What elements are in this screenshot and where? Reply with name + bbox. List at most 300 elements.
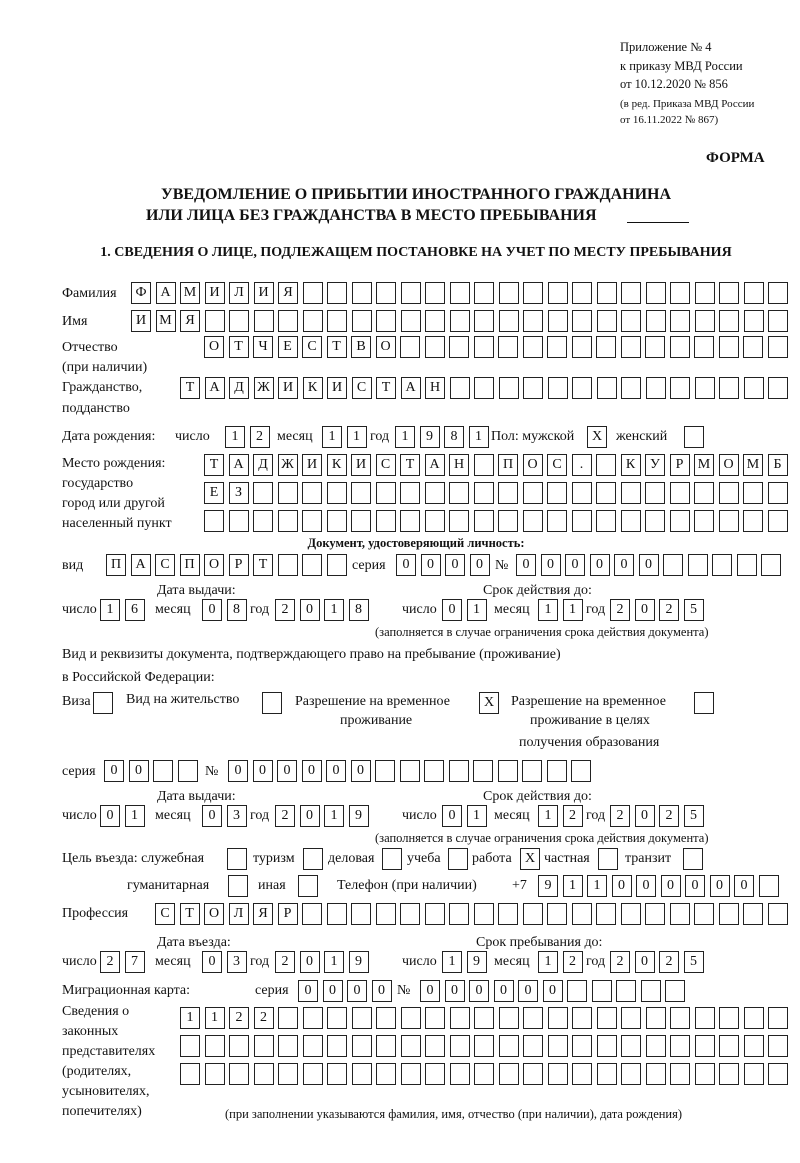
private-checkbox[interactable] xyxy=(598,848,623,870)
surname-input[interactable] xyxy=(131,282,793,304)
char-cell[interactable] xyxy=(719,310,739,332)
char-cell[interactable] xyxy=(425,903,445,925)
char-cell[interactable]: А xyxy=(205,377,225,399)
char-cell[interactable]: М xyxy=(694,454,714,476)
char-cell[interactable]: 1 xyxy=(322,426,342,448)
char-cell[interactable] xyxy=(376,903,396,925)
migration-number-input[interactable] xyxy=(420,980,690,1002)
char-cell[interactable]: 2 xyxy=(659,599,679,621)
char-cell[interactable] xyxy=(567,980,587,1002)
other-checkbox[interactable] xyxy=(298,875,323,897)
char-cell[interactable] xyxy=(474,377,494,399)
char-cell[interactable] xyxy=(695,1035,715,1057)
year-input[interactable] xyxy=(275,599,373,621)
char-cell[interactable] xyxy=(254,310,274,332)
birthplace-input[interactable] xyxy=(204,510,792,532)
char-cell[interactable] xyxy=(646,1007,666,1029)
representatives-input[interactable] xyxy=(180,1035,793,1057)
year-input[interactable] xyxy=(275,951,373,973)
stay-number-input[interactable] xyxy=(228,760,596,782)
char-cell[interactable] xyxy=(376,1007,396,1029)
char-cell[interactable] xyxy=(278,1035,298,1057)
char-cell[interactable] xyxy=(684,426,704,448)
birth-day-input[interactable] xyxy=(225,426,274,448)
char-cell[interactable]: Я xyxy=(253,903,273,925)
char-cell[interactable]: 2 xyxy=(610,599,630,621)
char-cell[interactable]: 0 xyxy=(469,980,489,1002)
char-cell[interactable] xyxy=(688,554,708,576)
month-input[interactable] xyxy=(538,599,587,621)
transit-checkbox[interactable] xyxy=(683,848,708,870)
char-cell[interactable]: 1 xyxy=(324,599,344,621)
char-cell[interactable]: Л xyxy=(229,903,249,925)
char-cell[interactable] xyxy=(572,1035,592,1057)
char-cell[interactable] xyxy=(670,336,690,358)
char-cell[interactable]: П xyxy=(106,554,126,576)
char-cell[interactable]: 1 xyxy=(587,875,607,897)
char-cell[interactable]: 1 xyxy=(347,426,367,448)
char-cell[interactable]: 0 xyxy=(253,760,273,782)
birthplace-input[interactable] xyxy=(204,454,792,476)
char-cell[interactable] xyxy=(351,482,371,504)
trp-checkbox[interactable] xyxy=(479,692,504,714)
char-cell[interactable] xyxy=(548,1035,568,1057)
char-cell[interactable]: О xyxy=(523,454,543,476)
char-cell[interactable] xyxy=(597,1063,617,1085)
month-input[interactable] xyxy=(202,599,251,621)
char-cell[interactable]: 0 xyxy=(639,554,659,576)
char-cell[interactable] xyxy=(523,1035,543,1057)
char-cell[interactable] xyxy=(352,310,372,332)
char-cell[interactable] xyxy=(597,1035,617,1057)
char-cell[interactable] xyxy=(499,1063,519,1085)
char-cell[interactable]: 0 xyxy=(661,875,681,897)
char-cell[interactable] xyxy=(646,310,666,332)
char-cell[interactable] xyxy=(327,482,347,504)
char-cell[interactable]: 0 xyxy=(202,951,222,973)
char-cell[interactable] xyxy=(596,454,616,476)
char-cell[interactable] xyxy=(572,510,592,532)
char-cell[interactable]: О xyxy=(204,336,224,358)
char-cell[interactable]: 0 xyxy=(302,760,322,782)
char-cell[interactable] xyxy=(548,1007,568,1029)
char-cell[interactable] xyxy=(425,1063,445,1085)
month-input[interactable] xyxy=(538,805,587,827)
char-cell[interactable]: И xyxy=(205,282,225,304)
char-cell[interactable]: 1 xyxy=(538,951,558,973)
char-cell[interactable]: 1 xyxy=(324,805,344,827)
char-cell[interactable]: А xyxy=(131,554,151,576)
char-cell[interactable]: 0 xyxy=(635,805,655,827)
char-cell[interactable] xyxy=(327,1063,347,1085)
char-cell[interactable]: 2 xyxy=(563,805,583,827)
char-cell[interactable] xyxy=(401,1007,421,1029)
char-cell[interactable] xyxy=(449,336,469,358)
id-series-input[interactable] xyxy=(396,554,494,576)
char-cell[interactable]: 0 xyxy=(494,980,514,1002)
char-cell[interactable] xyxy=(596,482,616,504)
char-cell[interactable] xyxy=(523,903,543,925)
char-cell[interactable] xyxy=(743,903,763,925)
char-cell[interactable] xyxy=(768,282,788,304)
char-cell[interactable] xyxy=(670,1007,690,1029)
name-input[interactable] xyxy=(131,310,793,332)
char-cell[interactable]: Л xyxy=(229,282,249,304)
char-cell[interactable] xyxy=(303,1035,323,1057)
char-cell[interactable] xyxy=(695,1063,715,1085)
char-cell[interactable] xyxy=(744,1035,764,1057)
char-cell[interactable]: 0 xyxy=(300,951,320,973)
month-input[interactable] xyxy=(202,951,251,973)
char-cell[interactable]: С xyxy=(547,454,567,476)
char-cell[interactable]: 0 xyxy=(541,554,561,576)
char-cell[interactable]: 0 xyxy=(347,980,367,1002)
char-cell[interactable] xyxy=(695,377,715,399)
char-cell[interactable] xyxy=(205,310,225,332)
char-cell[interactable]: С xyxy=(352,377,372,399)
day-input[interactable] xyxy=(100,805,149,827)
char-cell[interactable] xyxy=(596,336,616,358)
char-cell[interactable] xyxy=(229,1035,249,1057)
char-cell[interactable] xyxy=(205,1035,225,1057)
char-cell[interactable]: Ч xyxy=(253,336,273,358)
char-cell[interactable]: Т xyxy=(229,336,249,358)
char-cell[interactable]: 0 xyxy=(636,875,656,897)
char-cell[interactable] xyxy=(646,1063,666,1085)
char-cell[interactable]: 2 xyxy=(275,599,295,621)
char-cell[interactable] xyxy=(498,510,518,532)
char-cell[interactable] xyxy=(523,336,543,358)
char-cell[interactable] xyxy=(449,760,469,782)
char-cell[interactable]: Ж xyxy=(278,454,298,476)
char-cell[interactable] xyxy=(695,282,715,304)
char-cell[interactable]: 0 xyxy=(277,760,297,782)
char-cell[interactable] xyxy=(450,1063,470,1085)
char-cell[interactable] xyxy=(382,848,402,870)
char-cell[interactable]: 0 xyxy=(543,980,563,1002)
work-checkbox[interactable] xyxy=(520,848,545,870)
char-cell[interactable] xyxy=(229,510,249,532)
char-cell[interactable] xyxy=(719,1063,739,1085)
char-cell[interactable] xyxy=(450,282,470,304)
char-cell[interactable] xyxy=(572,377,592,399)
char-cell[interactable] xyxy=(498,760,518,782)
char-cell[interactable] xyxy=(278,510,298,532)
char-cell[interactable]: 1 xyxy=(467,599,487,621)
char-cell[interactable]: Б xyxy=(768,454,788,476)
char-cell[interactable] xyxy=(621,482,641,504)
char-cell[interactable] xyxy=(646,377,666,399)
char-cell[interactable]: Е xyxy=(278,336,298,358)
char-cell[interactable]: 0 xyxy=(323,980,343,1002)
char-cell[interactable] xyxy=(401,1035,421,1057)
char-cell[interactable] xyxy=(645,510,665,532)
char-cell[interactable] xyxy=(352,282,372,304)
char-cell[interactable] xyxy=(571,760,591,782)
char-cell[interactable] xyxy=(425,282,445,304)
char-cell[interactable]: 5 xyxy=(684,951,704,973)
char-cell[interactable]: 8 xyxy=(227,599,247,621)
char-cell[interactable]: М xyxy=(180,282,200,304)
char-cell[interactable] xyxy=(719,1035,739,1057)
char-cell[interactable]: И xyxy=(254,282,274,304)
char-cell[interactable]: 9 xyxy=(467,951,487,973)
char-cell[interactable]: С xyxy=(376,454,396,476)
char-cell[interactable]: Ф xyxy=(131,282,151,304)
char-cell[interactable]: О xyxy=(204,903,224,925)
char-cell[interactable]: Н xyxy=(425,377,445,399)
char-cell[interactable] xyxy=(400,482,420,504)
char-cell[interactable] xyxy=(548,377,568,399)
char-cell[interactable] xyxy=(302,510,322,532)
char-cell[interactable] xyxy=(695,310,715,332)
char-cell[interactable] xyxy=(743,510,763,532)
char-cell[interactable] xyxy=(327,310,347,332)
char-cell[interactable] xyxy=(425,336,445,358)
char-cell[interactable] xyxy=(352,1007,372,1029)
char-cell[interactable]: 1 xyxy=(442,951,462,973)
char-cell[interactable]: 7 xyxy=(125,951,145,973)
day-input[interactable] xyxy=(100,599,149,621)
char-cell[interactable]: И xyxy=(302,454,322,476)
char-cell[interactable] xyxy=(278,310,298,332)
char-cell[interactable] xyxy=(759,875,779,897)
char-cell[interactable]: 8 xyxy=(444,426,464,448)
char-cell[interactable] xyxy=(474,1063,494,1085)
char-cell[interactable]: 1 xyxy=(324,951,344,973)
char-cell[interactable] xyxy=(302,903,322,925)
char-cell[interactable] xyxy=(425,1007,445,1029)
char-cell[interactable] xyxy=(450,1035,470,1057)
char-cell[interactable] xyxy=(665,980,685,1002)
char-cell[interactable]: 1 xyxy=(563,599,583,621)
char-cell[interactable]: 0 xyxy=(612,875,632,897)
char-cell[interactable] xyxy=(695,1007,715,1029)
female-checkbox[interactable] xyxy=(684,426,709,448)
char-cell[interactable] xyxy=(712,554,732,576)
char-cell[interactable] xyxy=(694,336,714,358)
patronymic-input[interactable] xyxy=(204,336,792,358)
char-cell[interactable]: 0 xyxy=(326,760,346,782)
char-cell[interactable] xyxy=(474,1007,494,1029)
char-cell[interactable]: Т xyxy=(180,377,200,399)
char-cell[interactable]: С xyxy=(155,903,175,925)
char-cell[interactable] xyxy=(523,1063,543,1085)
char-cell[interactable]: 9 xyxy=(349,805,369,827)
char-cell[interactable] xyxy=(352,1035,372,1057)
char-cell[interactable] xyxy=(670,510,690,532)
char-cell[interactable]: А xyxy=(229,454,249,476)
char-cell[interactable]: А xyxy=(156,282,176,304)
char-cell[interactable] xyxy=(744,310,764,332)
char-cell[interactable] xyxy=(597,1007,617,1029)
char-cell[interactable]: Т xyxy=(376,377,396,399)
char-cell[interactable] xyxy=(327,554,347,576)
day-input[interactable] xyxy=(442,805,491,827)
char-cell[interactable] xyxy=(474,482,494,504)
char-cell[interactable]: П xyxy=(498,454,518,476)
char-cell[interactable] xyxy=(694,692,714,714)
char-cell[interactable]: 0 xyxy=(635,951,655,973)
char-cell[interactable]: 0 xyxy=(710,875,730,897)
char-cell[interactable]: X xyxy=(520,848,540,870)
year-input[interactable] xyxy=(275,805,373,827)
char-cell[interactable] xyxy=(499,1035,519,1057)
char-cell[interactable] xyxy=(547,510,567,532)
char-cell[interactable]: 0 xyxy=(228,760,248,782)
char-cell[interactable] xyxy=(719,510,739,532)
char-cell[interactable]: 1 xyxy=(467,805,487,827)
char-cell[interactable] xyxy=(327,510,347,532)
char-cell[interactable]: 1 xyxy=(395,426,415,448)
char-cell[interactable] xyxy=(621,377,641,399)
char-cell[interactable] xyxy=(597,310,617,332)
char-cell[interactable] xyxy=(572,310,592,332)
char-cell[interactable] xyxy=(278,1063,298,1085)
char-cell[interactable] xyxy=(498,336,518,358)
char-cell[interactable]: 0 xyxy=(202,805,222,827)
birth-month-input[interactable] xyxy=(322,426,371,448)
char-cell[interactable] xyxy=(375,760,395,782)
char-cell[interactable] xyxy=(450,310,470,332)
place-of-stay-blank[interactable] xyxy=(627,222,689,223)
char-cell[interactable]: 0 xyxy=(442,805,462,827)
char-cell[interactable]: 2 xyxy=(659,951,679,973)
char-cell[interactable]: Т xyxy=(180,903,200,925)
char-cell[interactable]: . xyxy=(572,454,592,476)
char-cell[interactable] xyxy=(302,554,322,576)
char-cell[interactable] xyxy=(694,903,714,925)
char-cell[interactable] xyxy=(768,1035,788,1057)
char-cell[interactable]: Т xyxy=(327,336,347,358)
migration-series-input[interactable] xyxy=(298,980,396,1002)
char-cell[interactable] xyxy=(298,875,318,897)
char-cell[interactable] xyxy=(743,482,763,504)
char-cell[interactable] xyxy=(449,903,469,925)
char-cell[interactable] xyxy=(719,336,739,358)
char-cell[interactable] xyxy=(401,1063,421,1085)
char-cell[interactable] xyxy=(474,903,494,925)
char-cell[interactable] xyxy=(376,1035,396,1057)
birth-year-input[interactable] xyxy=(395,426,493,448)
char-cell[interactable]: В xyxy=(351,336,371,358)
char-cell[interactable] xyxy=(474,282,494,304)
study-checkbox[interactable] xyxy=(448,848,473,870)
char-cell[interactable] xyxy=(204,510,224,532)
char-cell[interactable] xyxy=(303,1007,323,1029)
char-cell[interactable]: 0 xyxy=(298,980,318,1002)
char-cell[interactable] xyxy=(768,1007,788,1029)
char-cell[interactable] xyxy=(719,282,739,304)
char-cell[interactable]: И xyxy=(351,454,371,476)
day-input[interactable] xyxy=(100,951,149,973)
char-cell[interactable]: 0 xyxy=(590,554,610,576)
char-cell[interactable] xyxy=(180,1063,200,1085)
char-cell[interactable]: 0 xyxy=(518,980,538,1002)
char-cell[interactable]: Д xyxy=(229,377,249,399)
char-cell[interactable]: 0 xyxy=(470,554,490,576)
char-cell[interactable]: 1 xyxy=(563,875,583,897)
char-cell[interactable] xyxy=(621,336,641,358)
char-cell[interactable] xyxy=(596,510,616,532)
char-cell[interactable]: О xyxy=(719,454,739,476)
month-input[interactable] xyxy=(202,805,251,827)
char-cell[interactable]: М xyxy=(156,310,176,332)
char-cell[interactable]: 2 xyxy=(275,805,295,827)
char-cell[interactable] xyxy=(253,482,273,504)
char-cell[interactable] xyxy=(547,482,567,504)
birthplace-input[interactable] xyxy=(204,482,792,504)
char-cell[interactable] xyxy=(646,1035,666,1057)
day-input[interactable] xyxy=(442,951,491,973)
char-cell[interactable]: З xyxy=(229,482,249,504)
char-cell[interactable] xyxy=(768,903,788,925)
char-cell[interactable] xyxy=(572,282,592,304)
char-cell[interactable]: 2 xyxy=(100,951,120,973)
char-cell[interactable]: И xyxy=(131,310,151,332)
char-cell[interactable]: 3 xyxy=(227,805,247,827)
char-cell[interactable]: 0 xyxy=(565,554,585,576)
char-cell[interactable] xyxy=(737,554,757,576)
char-cell[interactable]: М xyxy=(743,454,763,476)
char-cell[interactable] xyxy=(694,510,714,532)
char-cell[interactable]: 0 xyxy=(635,599,655,621)
char-cell[interactable] xyxy=(621,1063,641,1085)
char-cell[interactable]: У xyxy=(645,454,665,476)
char-cell[interactable]: 1 xyxy=(538,805,558,827)
char-cell[interactable] xyxy=(450,377,470,399)
char-cell[interactable] xyxy=(424,760,444,782)
char-cell[interactable] xyxy=(425,510,445,532)
char-cell[interactable] xyxy=(425,482,445,504)
char-cell[interactable] xyxy=(498,482,518,504)
char-cell[interactable] xyxy=(597,377,617,399)
char-cell[interactable] xyxy=(351,903,371,925)
char-cell[interactable]: П xyxy=(180,554,200,576)
char-cell[interactable] xyxy=(401,310,421,332)
char-cell[interactable] xyxy=(621,1035,641,1057)
char-cell[interactable]: А xyxy=(401,377,421,399)
char-cell[interactable] xyxy=(448,848,468,870)
visa-checkbox[interactable] xyxy=(93,692,118,714)
char-cell[interactable]: 1 xyxy=(205,1007,225,1029)
business-checkbox[interactable] xyxy=(382,848,407,870)
char-cell[interactable] xyxy=(572,903,592,925)
char-cell[interactable] xyxy=(744,1007,764,1029)
char-cell[interactable] xyxy=(400,760,420,782)
char-cell[interactable] xyxy=(572,336,592,358)
char-cell[interactable] xyxy=(327,282,347,304)
char-cell[interactable]: 0 xyxy=(685,875,705,897)
char-cell[interactable]: 1 xyxy=(538,599,558,621)
char-cell[interactable] xyxy=(303,282,323,304)
char-cell[interactable]: Я xyxy=(278,282,298,304)
char-cell[interactable]: 8 xyxy=(349,599,369,621)
char-cell[interactable]: Р xyxy=(670,454,690,476)
char-cell[interactable] xyxy=(425,310,445,332)
char-cell[interactable] xyxy=(596,903,616,925)
profession-input[interactable] xyxy=(155,903,792,925)
char-cell[interactable]: И xyxy=(278,377,298,399)
char-cell[interactable]: 5 xyxy=(684,805,704,827)
char-cell[interactable] xyxy=(450,1007,470,1029)
char-cell[interactable]: 2 xyxy=(610,951,630,973)
char-cell[interactable] xyxy=(572,482,592,504)
char-cell[interactable]: Р xyxy=(229,554,249,576)
char-cell[interactable] xyxy=(744,282,764,304)
official-checkbox[interactable] xyxy=(227,848,252,870)
char-cell[interactable] xyxy=(327,1035,347,1057)
